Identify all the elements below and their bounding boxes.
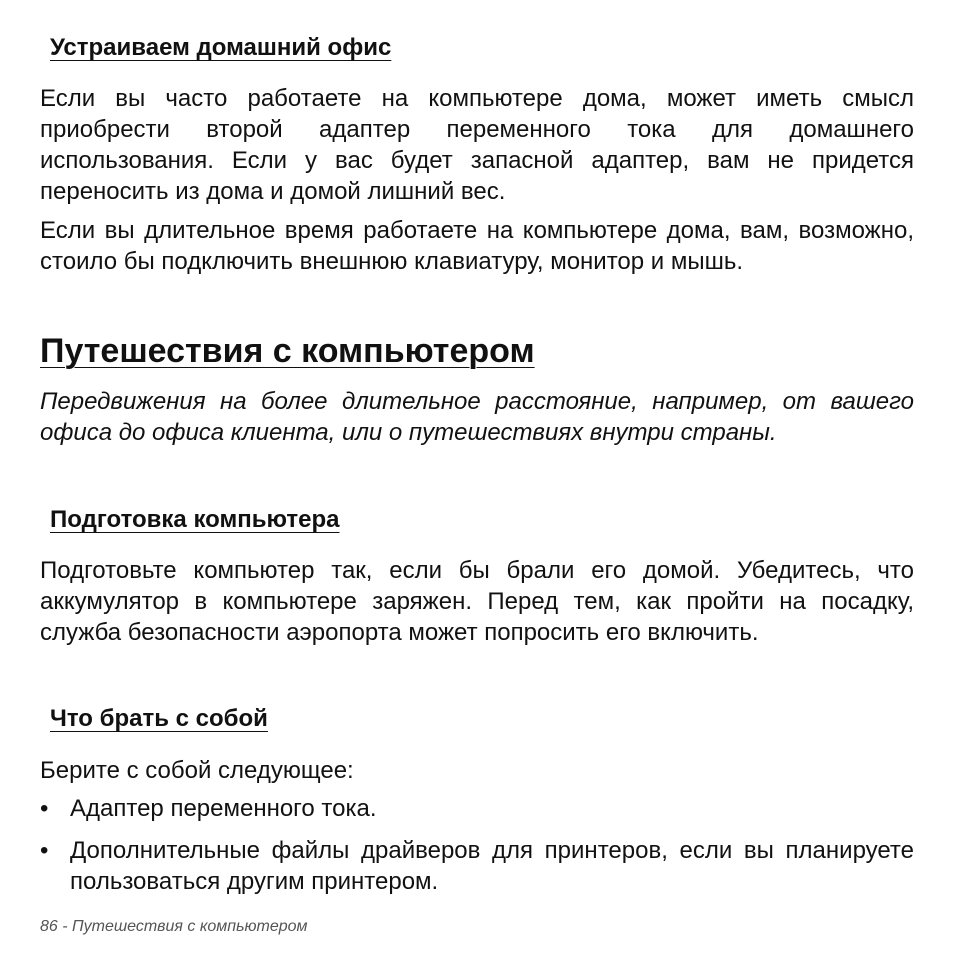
page-footer — [40, 918, 308, 936]
section-heading-home-office: Устраиваем домашний офис — [50, 34, 392, 61]
paragraph-travel-intro: Передвижения на более длительное расстояние, например, от вашего офиса до офиса клиента, или о путешествиях внутри страны. — [40, 388, 914, 446]
paragraph-prepare: Подготовьте компьютер так, если бы брали его домой. Убедитесь, что аккумулятор в компьютере заряжен. Перед тем, как пройти на посадку, служба безопасности аэропорта может попросить его включить. — [40, 557, 914, 646]
paragraph-home-office-2: Если вы длительное время работаете на компьютере дома, вам, возможно, стоило бы подключить внешнюю клавиатуру, монитор и мышь. — [40, 217, 914, 275]
list-item — [40, 793, 914, 824]
paragraph-what-to-take-lead: Берите с собой следующее: — [40, 757, 354, 784]
list-item — [40, 835, 914, 897]
section-heading-prepare: Подготовка компьютера — [50, 506, 340, 533]
list-item-text: Адаптер переменного тока. — [70, 795, 377, 822]
page-number: 86 — [40, 918, 58, 935]
footer-title: Путешествия с компьютером — [72, 918, 308, 935]
section-heading-what-to-take: Что брать с собой — [50, 705, 268, 732]
list-item-text: Дополнительные файлы драйверов для принтеров, если вы планируете пользоваться другим принтером. — [70, 837, 914, 895]
chapter-title-travel: Путешествия с компьютером — [40, 332, 535, 370]
footer-separator: - — [57, 918, 73, 935]
paragraph-home-office-1: Если вы часто работаете на компьютере дома, может иметь смысл приобрести второй адаптер переменного тока для домашнего использования. Если у вас будет запасной адаптер, вам не придется переносить из дома и домой лишний вес. — [40, 85, 914, 205]
bullet-icon: • — [40, 795, 49, 822]
bullet-icon: • — [40, 837, 49, 864]
